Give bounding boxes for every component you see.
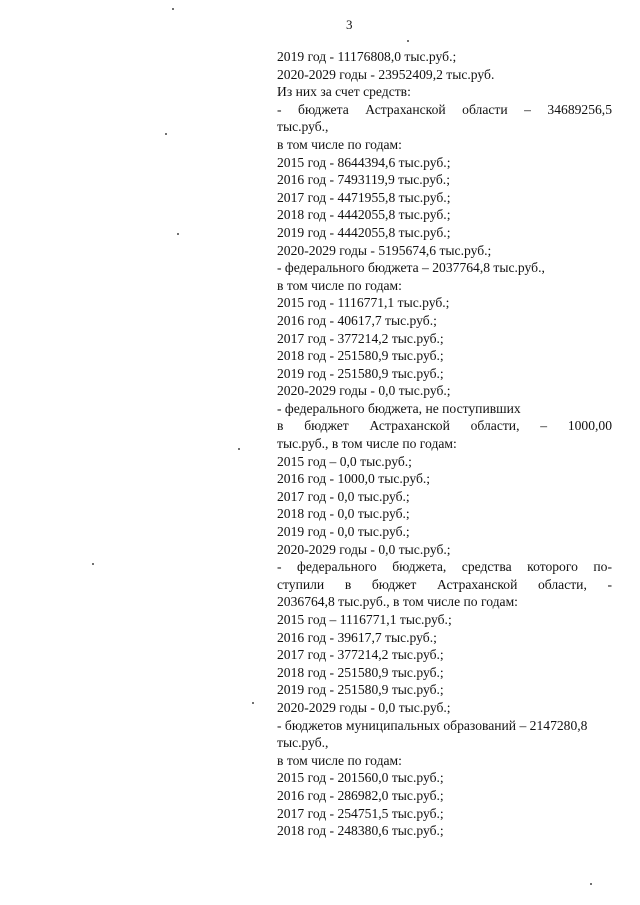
text-line: ступили в бюджет Астраханской области, -	[277, 576, 612, 592]
text-line: 2015 год – 0,0 тыс.руб.;	[277, 453, 412, 469]
text-line: - федерального бюджета, средства которого по-	[277, 559, 612, 575]
text-line: в том числе по годам:	[277, 752, 402, 768]
text-line: 2020-2029 годы - 0,0 тыс.руб.;	[277, 699, 451, 715]
text-line: 2018 год - 251580,9 тыс.руб.;	[277, 348, 444, 364]
text-line: - федерального бюджета – 2037764,8 тыс.руб.,	[277, 260, 545, 276]
text-line: в том числе по годам:	[277, 136, 402, 152]
text-line: 2019 год - 11176808,0 тыс.руб.;	[277, 49, 457, 64]
text-line: - бюджетов муниципальных образований – 2147280,8	[277, 717, 588, 733]
text-line: 2020-2029 годы - 0,0 тыс.руб.;	[277, 383, 451, 399]
page-number: 3	[346, 17, 353, 32]
text-line: 2018 год - 251580,9 тыс.руб.;	[277, 664, 444, 680]
scan-speck	[92, 563, 94, 565]
text-line: 2016 год - 286982,0 тыс.руб.;	[277, 787, 444, 803]
text-line: 2018 год - 4442055,8 тыс.руб.;	[277, 207, 451, 223]
scan-speck	[407, 40, 409, 42]
text-line: 2019 год - 251580,9 тыс.руб.;	[277, 682, 444, 698]
text-line: тыс.руб.,	[277, 119, 329, 135]
text-line: 2020-2029 годы - 5195674,6 тыс.руб.;	[277, 242, 492, 258]
text-line: 2019 год - 251580,9 тыс.руб.;	[277, 365, 444, 381]
text-line: 2018 год - 0,0 тыс.руб.;	[277, 506, 410, 522]
text-line: тыс.руб., в том числе по годам:	[277, 436, 457, 452]
text-line: в бюджет Астраханской области, – 1000,00	[277, 418, 612, 434]
text-line: 2020-2029 годы - 0,0 тыс.руб.;	[277, 541, 451, 557]
text-line: 2018 год - 248380,6 тыс.руб.;	[277, 823, 444, 839]
text-line: 2016 год - 7493119,9 тыс.руб.;	[277, 172, 450, 188]
text-line: в том числе по годам:	[277, 277, 402, 293]
text-line: 2036764,8 тыс.руб., в том числе по годам:	[277, 594, 518, 610]
text-line: 2015 год - 1116771,1 тыс.руб.;	[277, 295, 450, 311]
scan-speck	[172, 8, 174, 10]
text-line: 2017 год - 4471955,8 тыс.руб.;	[277, 189, 451, 205]
text-line: 2016 год - 1000,0 тыс.руб.;	[277, 471, 431, 487]
text-line: 2015 год - 201560,0 тыс.руб.;	[277, 770, 444, 786]
text-line: тыс.руб.,	[277, 735, 329, 751]
scan-speck	[165, 133, 167, 135]
text-line: 2015 год – 1116771,1 тыс.руб.;	[277, 612, 452, 627]
scan-speck	[238, 448, 240, 450]
text-line: 2015 год - 8644394,6 тыс.руб.;	[277, 154, 451, 170]
scan-speck	[177, 233, 179, 235]
text-line: - федерального бюджета, не поступивших	[277, 400, 521, 416]
text-line: 2017 год - 0,0 тыс.руб.;	[277, 488, 410, 504]
text-line: 2016 год - 39617,7 тыс.руб.;	[277, 629, 437, 645]
text-line: 2019 год - 4442055,8 тыс.руб.;	[277, 224, 451, 240]
text-line: 2020-2029 годы - 23952409,2 тыс.руб.	[277, 66, 495, 82]
budget-text-block	[277, 48, 612, 840]
scan-speck	[252, 702, 254, 704]
scan-speck	[590, 883, 592, 885]
text-line: 2019 год - 0,0 тыс.руб.;	[277, 524, 410, 540]
text-line: 2017 год - 377214,2 тыс.руб.;	[277, 330, 444, 346]
text-line: 2016 год - 40617,7 тыс.руб.;	[277, 312, 437, 328]
text-line: 2017 год - 254751,5 тыс.руб.;	[277, 805, 444, 821]
text-line: Из них за счет средств:	[277, 84, 411, 100]
text-line: - бюджета Астраханской области – 34689256,5	[277, 101, 612, 117]
text-line: 2017 год - 377214,2 тыс.руб.;	[277, 647, 444, 663]
